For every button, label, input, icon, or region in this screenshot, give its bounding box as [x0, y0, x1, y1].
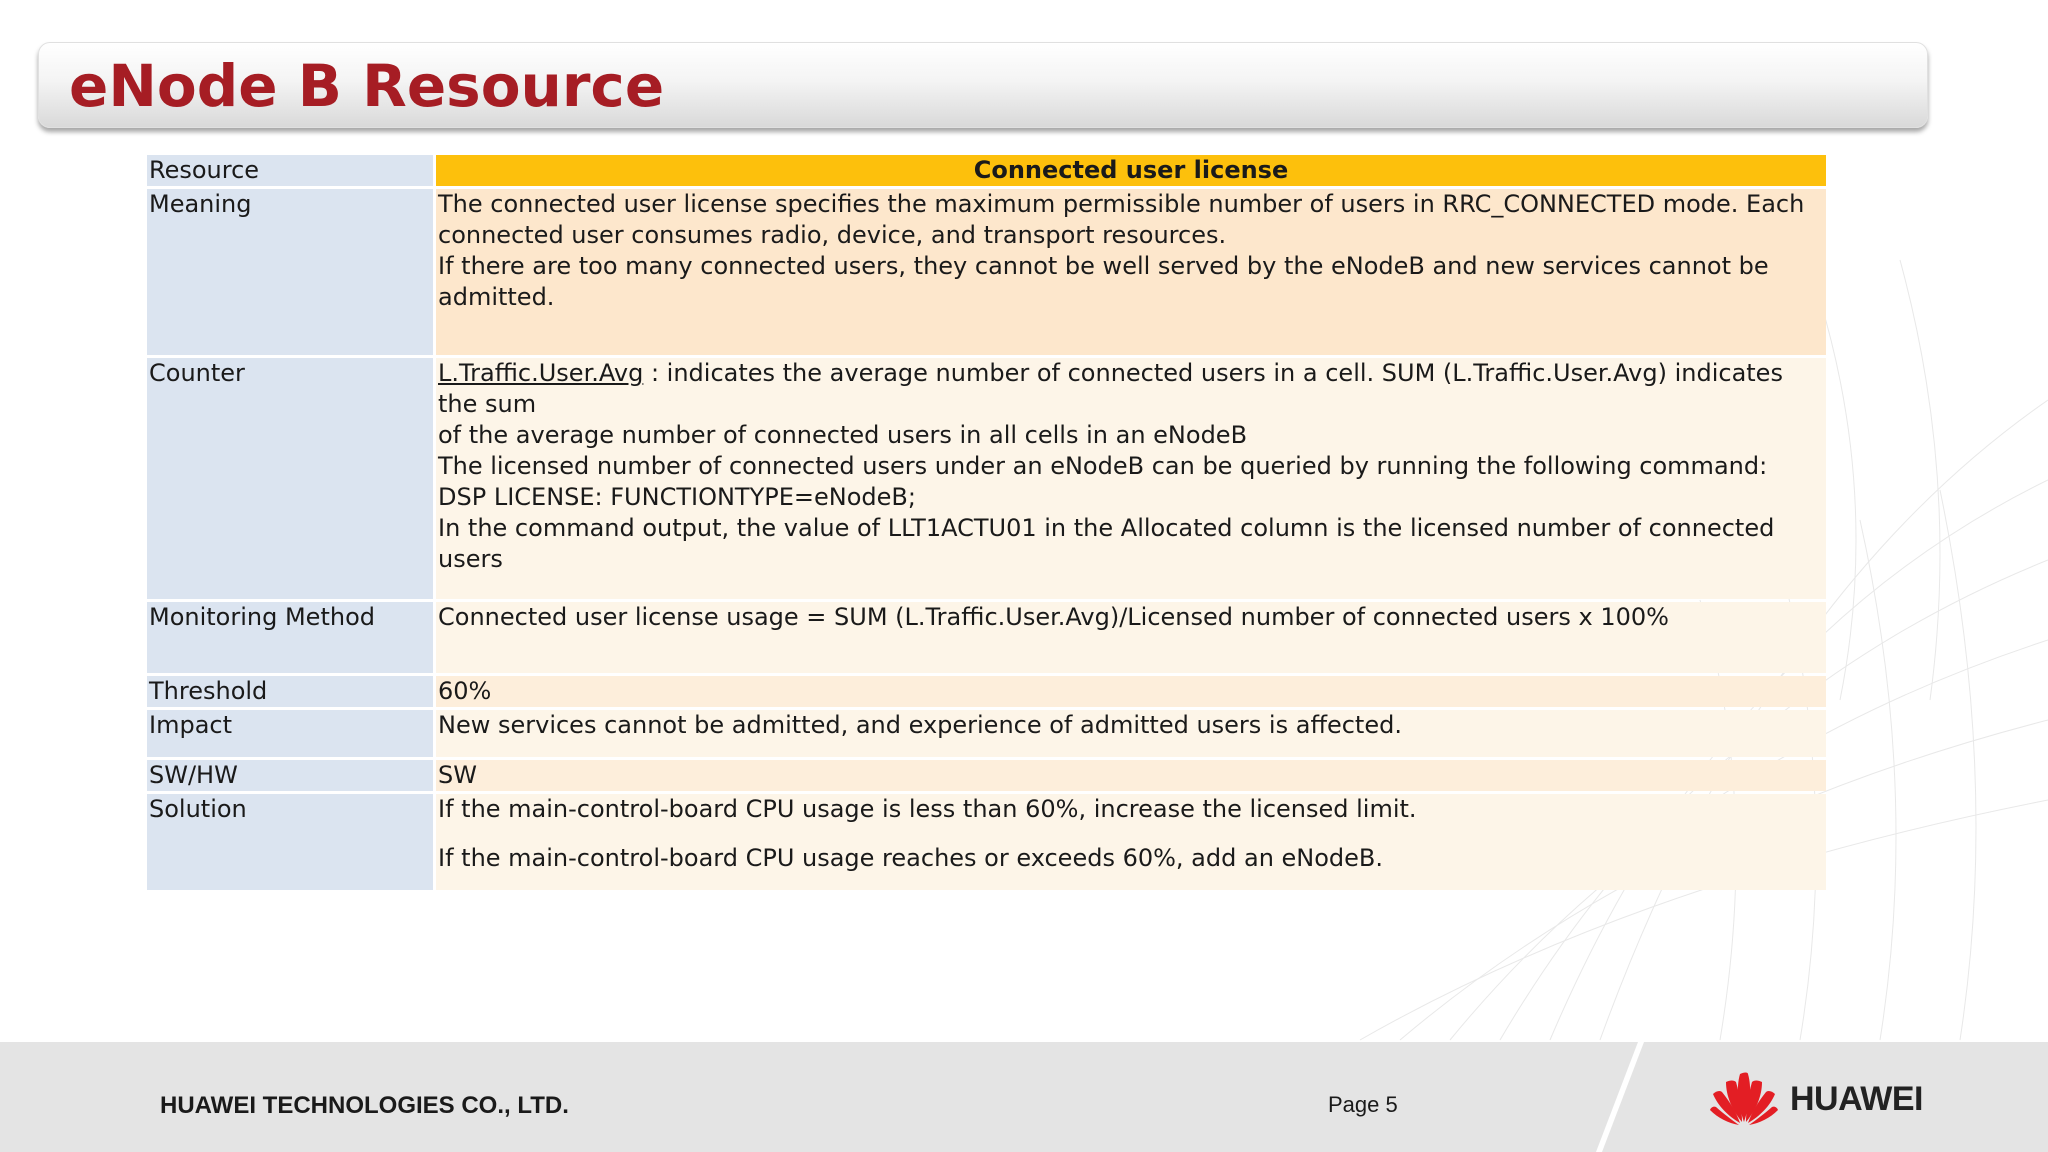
counter-name-link[interactable]: L.Traffic.User.Avg: [438, 359, 644, 387]
table-row-counter: [147, 358, 1826, 599]
solution-line: If the main-control-board CPU usage reaches or exceeds 60%, add an eNodeB.: [438, 844, 1384, 872]
counter-line: In the command output, the value of LLT1ACTU01 in the Allocated column is the licensed number of connected users: [438, 514, 1775, 573]
meaning-line: connected user consumes radio, device, and transport resources.: [438, 221, 1227, 249]
slide-title: eNode B Resource: [69, 52, 665, 120]
row-label-threshold: Threshold: [147, 676, 436, 707]
resource-table: [147, 152, 1826, 893]
meaning-line: The connected user license specifies the maximum permissible number of users in RRC_CONNECTED mode. Each: [438, 190, 1805, 218]
row-value-resource: Connected user license: [436, 155, 1826, 186]
row-value-threshold: 60%: [436, 676, 1826, 707]
counter-line-rest: : indicates the average number of connected users in a cell. SUM (L.Traffic.User.Avg) indicates the sum: [438, 359, 1783, 418]
footer-slash-decoration: [1580, 1042, 1700, 1152]
footer-company: HUAWEI TECHNOLOGIES CO., LTD.: [160, 1092, 569, 1119]
row-label-impact: Impact: [147, 710, 436, 757]
meaning-line: If there are too many connected users, they cannot be well served by the eNodeB and new services cannot be admitted.: [438, 252, 1769, 311]
row-value-swhw: SW: [436, 760, 1826, 791]
row-value-monitoring: Connected user license usage = SUM (L.Traffic.User.Avg)/Licensed number of connected users x 100%: [436, 602, 1826, 673]
solution-line: If the main-control-board CPU usage is less than 60%, increase the licensed limit.: [438, 795, 1417, 823]
table-row-impact: [147, 710, 1826, 757]
row-label-solution: Solution: [147, 794, 436, 890]
solution-gap: [438, 825, 1824, 843]
counter-line: The licensed number of connected users under an eNodeB can be queried by running the following command:: [438, 452, 1768, 480]
row-value-counter: [436, 358, 1826, 599]
row-label-meaning: Meaning: [147, 189, 436, 355]
table-row-meaning: [147, 189, 1826, 355]
row-value-solution: [436, 794, 1826, 890]
huawei-logo: [1708, 1068, 1930, 1130]
huawei-logo-text: HUAWEI: [1790, 1080, 1923, 1118]
counter-line: [438, 358, 1824, 420]
table-row-threshold: [147, 676, 1826, 707]
row-value-meaning: [436, 189, 1826, 355]
row-value-impact: New services cannot be admitted, and experience of admitted users is affected.: [436, 710, 1826, 757]
page-number: Page 5: [1328, 1092, 1398, 1117]
counter-line: DSP LICENSE: FUNCTIONTYPE=eNodeB;: [438, 483, 916, 511]
row-label-swhw: SW/HW: [147, 760, 436, 791]
table-row-monitoring: [147, 602, 1826, 673]
counter-line: of the average number of connected users in all cells in an eNodeB: [438, 421, 1248, 449]
table-row-resource: [147, 155, 1826, 186]
row-label-monitoring: Monitoring Method: [147, 602, 436, 673]
row-label-resource: Resource: [147, 155, 436, 186]
table-row-swhw: [147, 760, 1826, 791]
table-row-solution: [147, 794, 1826, 890]
huawei-petal-logo-icon: [1708, 1070, 1780, 1128]
row-label-counter: Counter: [147, 358, 436, 599]
